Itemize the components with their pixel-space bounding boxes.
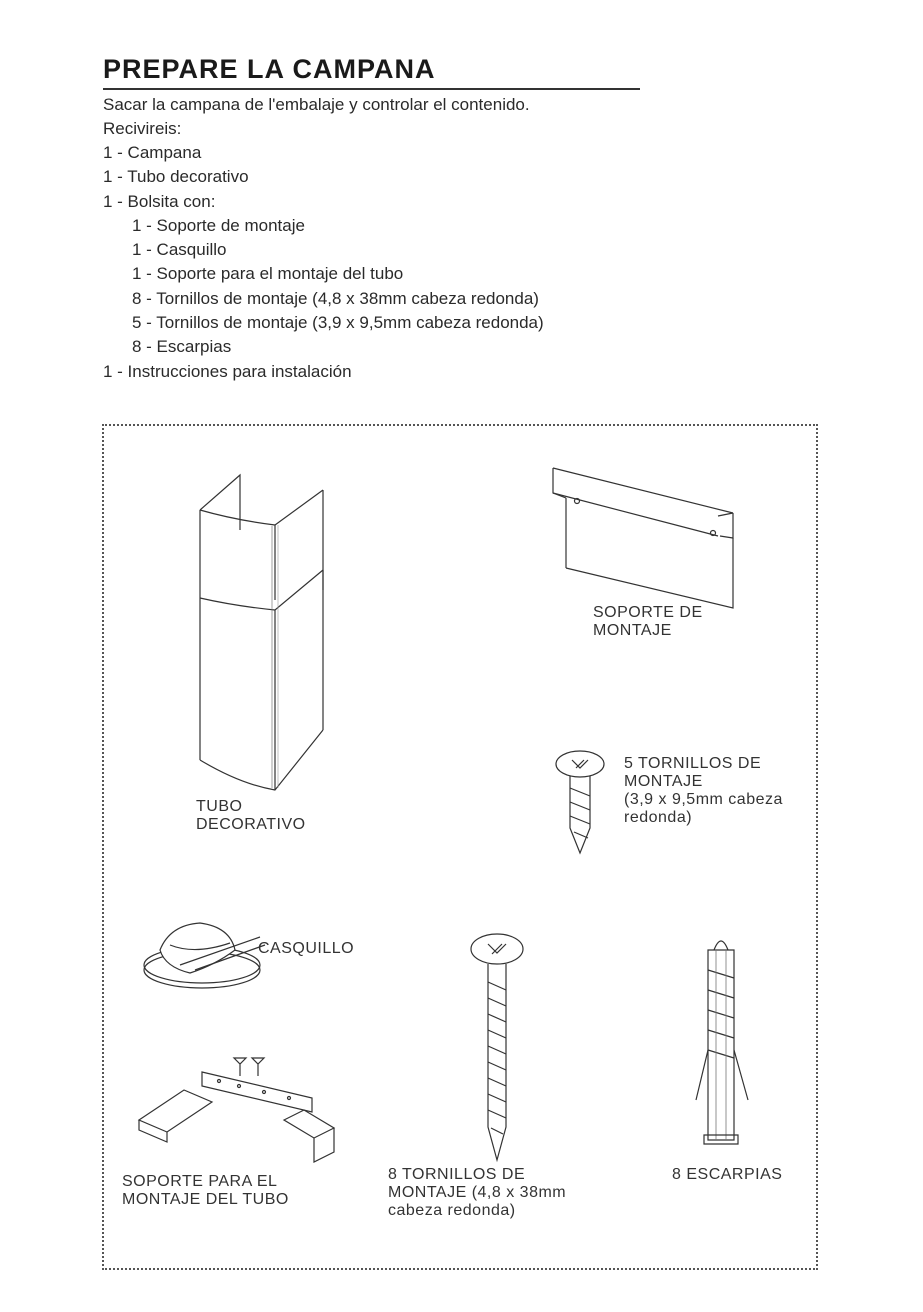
tube-label-line: TUBO — [196, 798, 243, 815]
list-item: 1 - Bolsita con: — [103, 191, 216, 211]
intro-text — [103, 93, 663, 141]
page-title: PREPARE LA CAMPANA — [103, 54, 436, 84]
tube-bracket-label — [122, 1173, 289, 1209]
wall-plug-illustration — [686, 930, 766, 1155]
tube-bracket-illustration — [134, 1050, 344, 1170]
mounting-bracket-label-line: MONTAJE — [593, 622, 672, 639]
tube-bracket-label-line: MONTAJE DEL TUBO — [122, 1191, 289, 1208]
small-screws-label-line: redonda) — [624, 809, 693, 826]
small-screws-label — [624, 755, 783, 827]
list-subitem: 1 - Soporte para el montaje del tubo — [132, 264, 404, 284]
bushing-label: CASQUILLO — [258, 940, 355, 957]
list-subitem: 8 - Escarpias — [132, 337, 232, 357]
tube-bracket-label-line: SOPORTE PARA EL — [122, 1173, 278, 1190]
mounting-bracket-illustration — [548, 458, 738, 613]
small-screws-label-line: MONTAJE — [624, 773, 703, 790]
wall-plugs-label: 8 ESCARPIAS — [672, 1166, 783, 1183]
small-screws-label-line: 5 TORNILLOS DE — [624, 755, 762, 772]
small-screws-label-line: (3,9 x 9,5mm cabeza — [624, 791, 783, 808]
list-item: 1 - Tubo decorativo — [103, 167, 249, 187]
mounting-bracket-label — [593, 604, 703, 640]
list-subitem: 5 - Tornillos de montaje (3,9 x 9,5mm cabeza redonda) — [132, 313, 544, 333]
long-screws-label — [388, 1166, 566, 1220]
mounting-bracket-label-line: SOPORTE DE — [593, 604, 703, 621]
tube-label-line: DECORATIVO — [196, 816, 306, 833]
long-screw-illustration — [466, 932, 532, 1167]
list-subitem: 8 - Tornillos de montaje (4,8 x 38mm cabeza redonda) — [132, 288, 539, 308]
list-subitem: 1 - Soporte de montaje — [132, 215, 305, 235]
tube-label — [196, 798, 306, 834]
small-screw-illustration — [552, 748, 612, 858]
decorative-tube-illustration — [195, 470, 330, 800]
list-subitem: 1 - Casquillo — [132, 240, 227, 260]
intro-line-1: Sacar la campana de l'embalaje y controlar el contenido. — [103, 95, 530, 114]
list-item: 1 - Instrucciones para instalación — [103, 361, 352, 381]
contents-list — [103, 141, 544, 384]
title-underline — [103, 88, 640, 90]
long-screws-label-line: MONTAJE (4,8 x 38mm — [388, 1184, 567, 1201]
long-screws-label-line: cabeza redonda) — [388, 1202, 516, 1219]
intro-line-2: Recivireis: — [103, 119, 182, 138]
list-item: 1 - Campana — [103, 143, 202, 162]
bushing-illustration — [140, 915, 270, 995]
long-screws-label-line: 8 TORNILLOS DE — [388, 1166, 526, 1183]
